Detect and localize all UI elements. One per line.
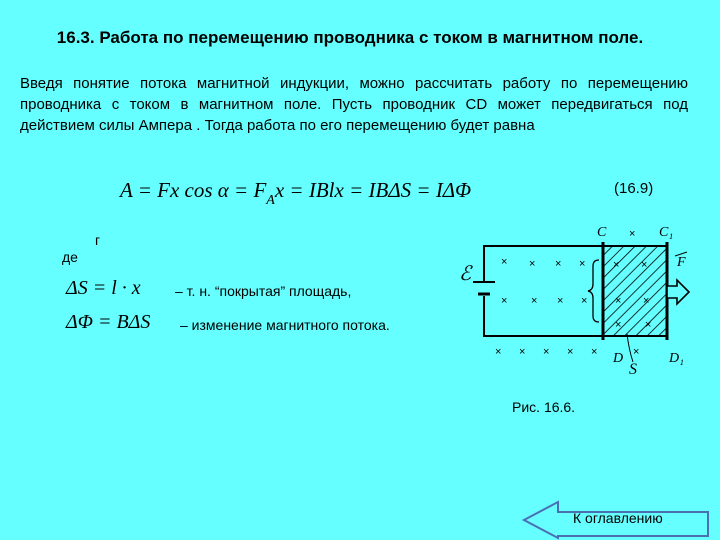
cross-mark: × — [613, 259, 620, 271]
cross-mark: × — [543, 346, 550, 358]
emf-label: ℰ — [459, 263, 472, 285]
cross-mark: × — [645, 319, 652, 331]
cross-mark: × — [567, 346, 574, 358]
section-title: 16.3. Работа по перемещению проводника с током в магнитном поле. — [56, 28, 644, 47]
work-formula-part2: x = IBlx = IBΔS = IΔΦ — [274, 178, 472, 202]
cross-mark: × — [633, 346, 640, 358]
cross-mark: × — [557, 295, 564, 307]
cross-mark: × — [529, 258, 536, 270]
toc-nav-label[interactable]: К оглавлению — [573, 510, 663, 526]
label-D: D — [613, 351, 624, 366]
body-paragraph: Введя понятие потока магнитной индукции, можно рассчитать работу по перемещению проводника с током в магнитном поле. Пусть проводник CD может передвигаться под действием силы Ампера . Тогда работа по его перемещению будет равна — [20, 75, 688, 134]
brace — [588, 260, 599, 322]
area-formula: ΔS = l · x — [66, 277, 141, 299]
motion-arrow-icon — [667, 280, 689, 304]
work-formula-part1: A = Fx cos α = F — [120, 178, 267, 202]
cross-mark: × — [629, 228, 636, 240]
area-description: – т. н. “покрытая” площадь, — [175, 283, 352, 299]
cross-mark: × — [531, 295, 538, 307]
flux-formula: ΔΦ = BΔS — [66, 311, 151, 333]
label-D1: D₁ — [669, 351, 684, 366]
cross-mark: × — [615, 295, 622, 307]
cross-mark: × — [643, 295, 650, 307]
where-label-bottom: де — [62, 249, 78, 265]
where-label-top: г — [95, 232, 101, 248]
label-C: C — [597, 225, 607, 240]
work-formula — [120, 178, 472, 208]
cross-mark: × — [581, 295, 588, 307]
cross-mark: × — [501, 295, 508, 307]
cross-mark: × — [555, 258, 562, 270]
label-C1: C₁ — [659, 225, 674, 240]
flux-description: – изменение магнитного потока. — [180, 317, 390, 333]
cross-mark: × — [501, 256, 508, 268]
equation-number: (16.9) — [614, 180, 654, 197]
circuit-figure — [455, 222, 695, 382]
cross-mark: × — [579, 258, 586, 270]
cross-mark: × — [495, 346, 502, 358]
work-formula-subscript: A — [266, 193, 275, 208]
cross-mark: × — [591, 346, 598, 358]
cross-mark: × — [519, 346, 526, 358]
cross-mark: × — [641, 259, 648, 271]
label-S: S — [629, 361, 637, 378]
cross-mark: × — [615, 319, 622, 331]
label-F: F — [677, 255, 686, 270]
figure-caption: Рис. 16.6. — [512, 399, 576, 415]
